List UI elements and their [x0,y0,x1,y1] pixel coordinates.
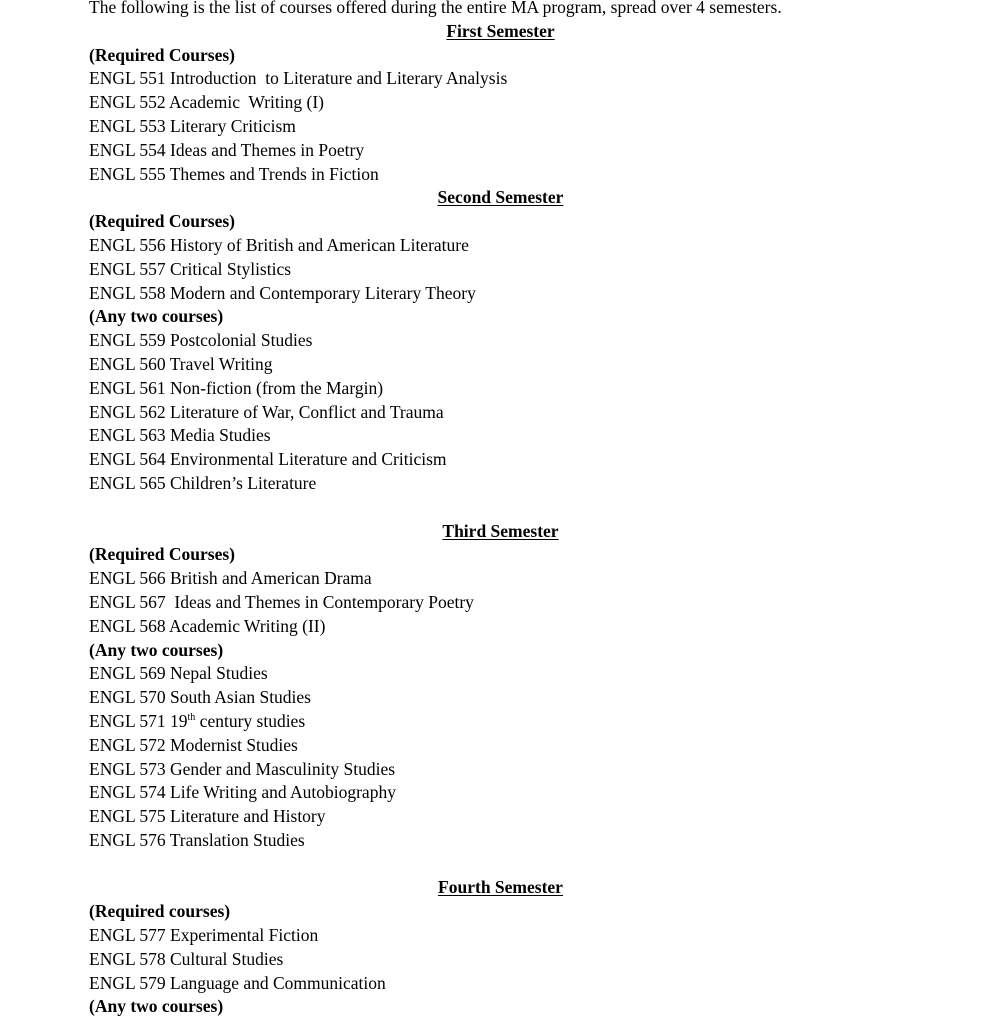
intro-text: The following is the list of courses offered during the entire MA program, spread over 4 semesters. [89,0,782,17]
course-item: ENGL 579 Language and Communication [89,972,386,993]
course-item: ENGL 562 Literature of War, Conflict and Trauma [89,401,444,422]
semester-heading-text: First Semester [446,20,555,41]
blank-line [89,496,949,520]
course-item: ENGL 570 South Asian Studies [89,687,311,708]
semester-section [89,186,949,495]
semesters-container [89,20,949,1019]
course-item: ENGL 557 Critical Stylistics [89,258,292,279]
course-item: ENGL 559 Postcolonial Studies [89,330,313,351]
course-item: ENGL 577 Experimental Fiction [89,925,319,946]
blank-line [89,853,949,877]
course-item: ENGL 574 Life Writing and Autobiography [89,782,396,803]
group-label: (Required courses) [89,901,231,922]
group-label: (Any two courses) [89,639,224,660]
semester-heading-text: Third Semester [442,520,559,541]
course-item: ENGL 553 Literary Criticism [89,115,296,136]
course-item: ENGL 572 Modernist Studies [89,734,298,755]
semester-heading [89,520,912,544]
semester-section [89,876,949,1019]
group-label: (Required Courses) [89,544,235,565]
semester-section [89,520,949,853]
group-label: (Any two courses) [89,996,224,1017]
course-item: ENGL 564 Environmental Literature and Criticism [89,449,447,470]
group-label: (Required Courses) [89,44,235,65]
course-item: ENGL 561 Non-fiction (from the Margin) [89,377,384,398]
course-item: ENGL 566 British and American Drama [89,568,372,589]
group-label: (Required Courses) [89,211,235,232]
course-item: ENGL 556 History of British and American Literature [89,234,469,255]
course-item: ENGL 551 Introduction to Literature and Literary Analysis [89,68,508,89]
group-label: (Any two courses) [89,306,224,327]
semester-heading-text: Fourth Semester [438,877,563,898]
semester-heading [89,876,912,900]
course-item: ENGL 568 Academic Writing (II) [89,615,326,636]
course-item: ENGL 567 Ideas and Themes in Contemporary Poetry [89,591,474,612]
course-list-document [89,0,949,1019]
course-item: ENGL 563 Media Studies [89,425,271,446]
course-item: ENGL 555 Themes and Trends in Fiction [89,163,379,184]
course-item: ENGL 565 Children’s Literature [89,472,317,493]
course-item: ENGL 573 Gender and Masculinity Studies [89,758,396,779]
course-item: ENGL 552 Academic Writing (I) [89,92,324,113]
course-item: ENGL 560 Travel Writing [89,353,273,374]
semester-heading [89,186,912,210]
course-item: ENGL 576 Translation Studies [89,829,305,850]
course-item: ENGL 575 Literature and History [89,806,326,827]
course-item: ENGL 569 Nepal Studies [89,663,268,684]
course-item: ENGL 558 Modern and Contemporary Literary Theory [89,282,476,303]
semester-heading-text: Second Semester [437,187,564,208]
course-item: ENGL 578 Cultural Studies [89,948,284,969]
course-item: ENGL 554 Ideas and Themes in Poetry [89,139,365,160]
course-item: ENGL 571 19th century studies [89,710,306,731]
semester-section [89,20,949,187]
semester-heading [89,20,912,44]
